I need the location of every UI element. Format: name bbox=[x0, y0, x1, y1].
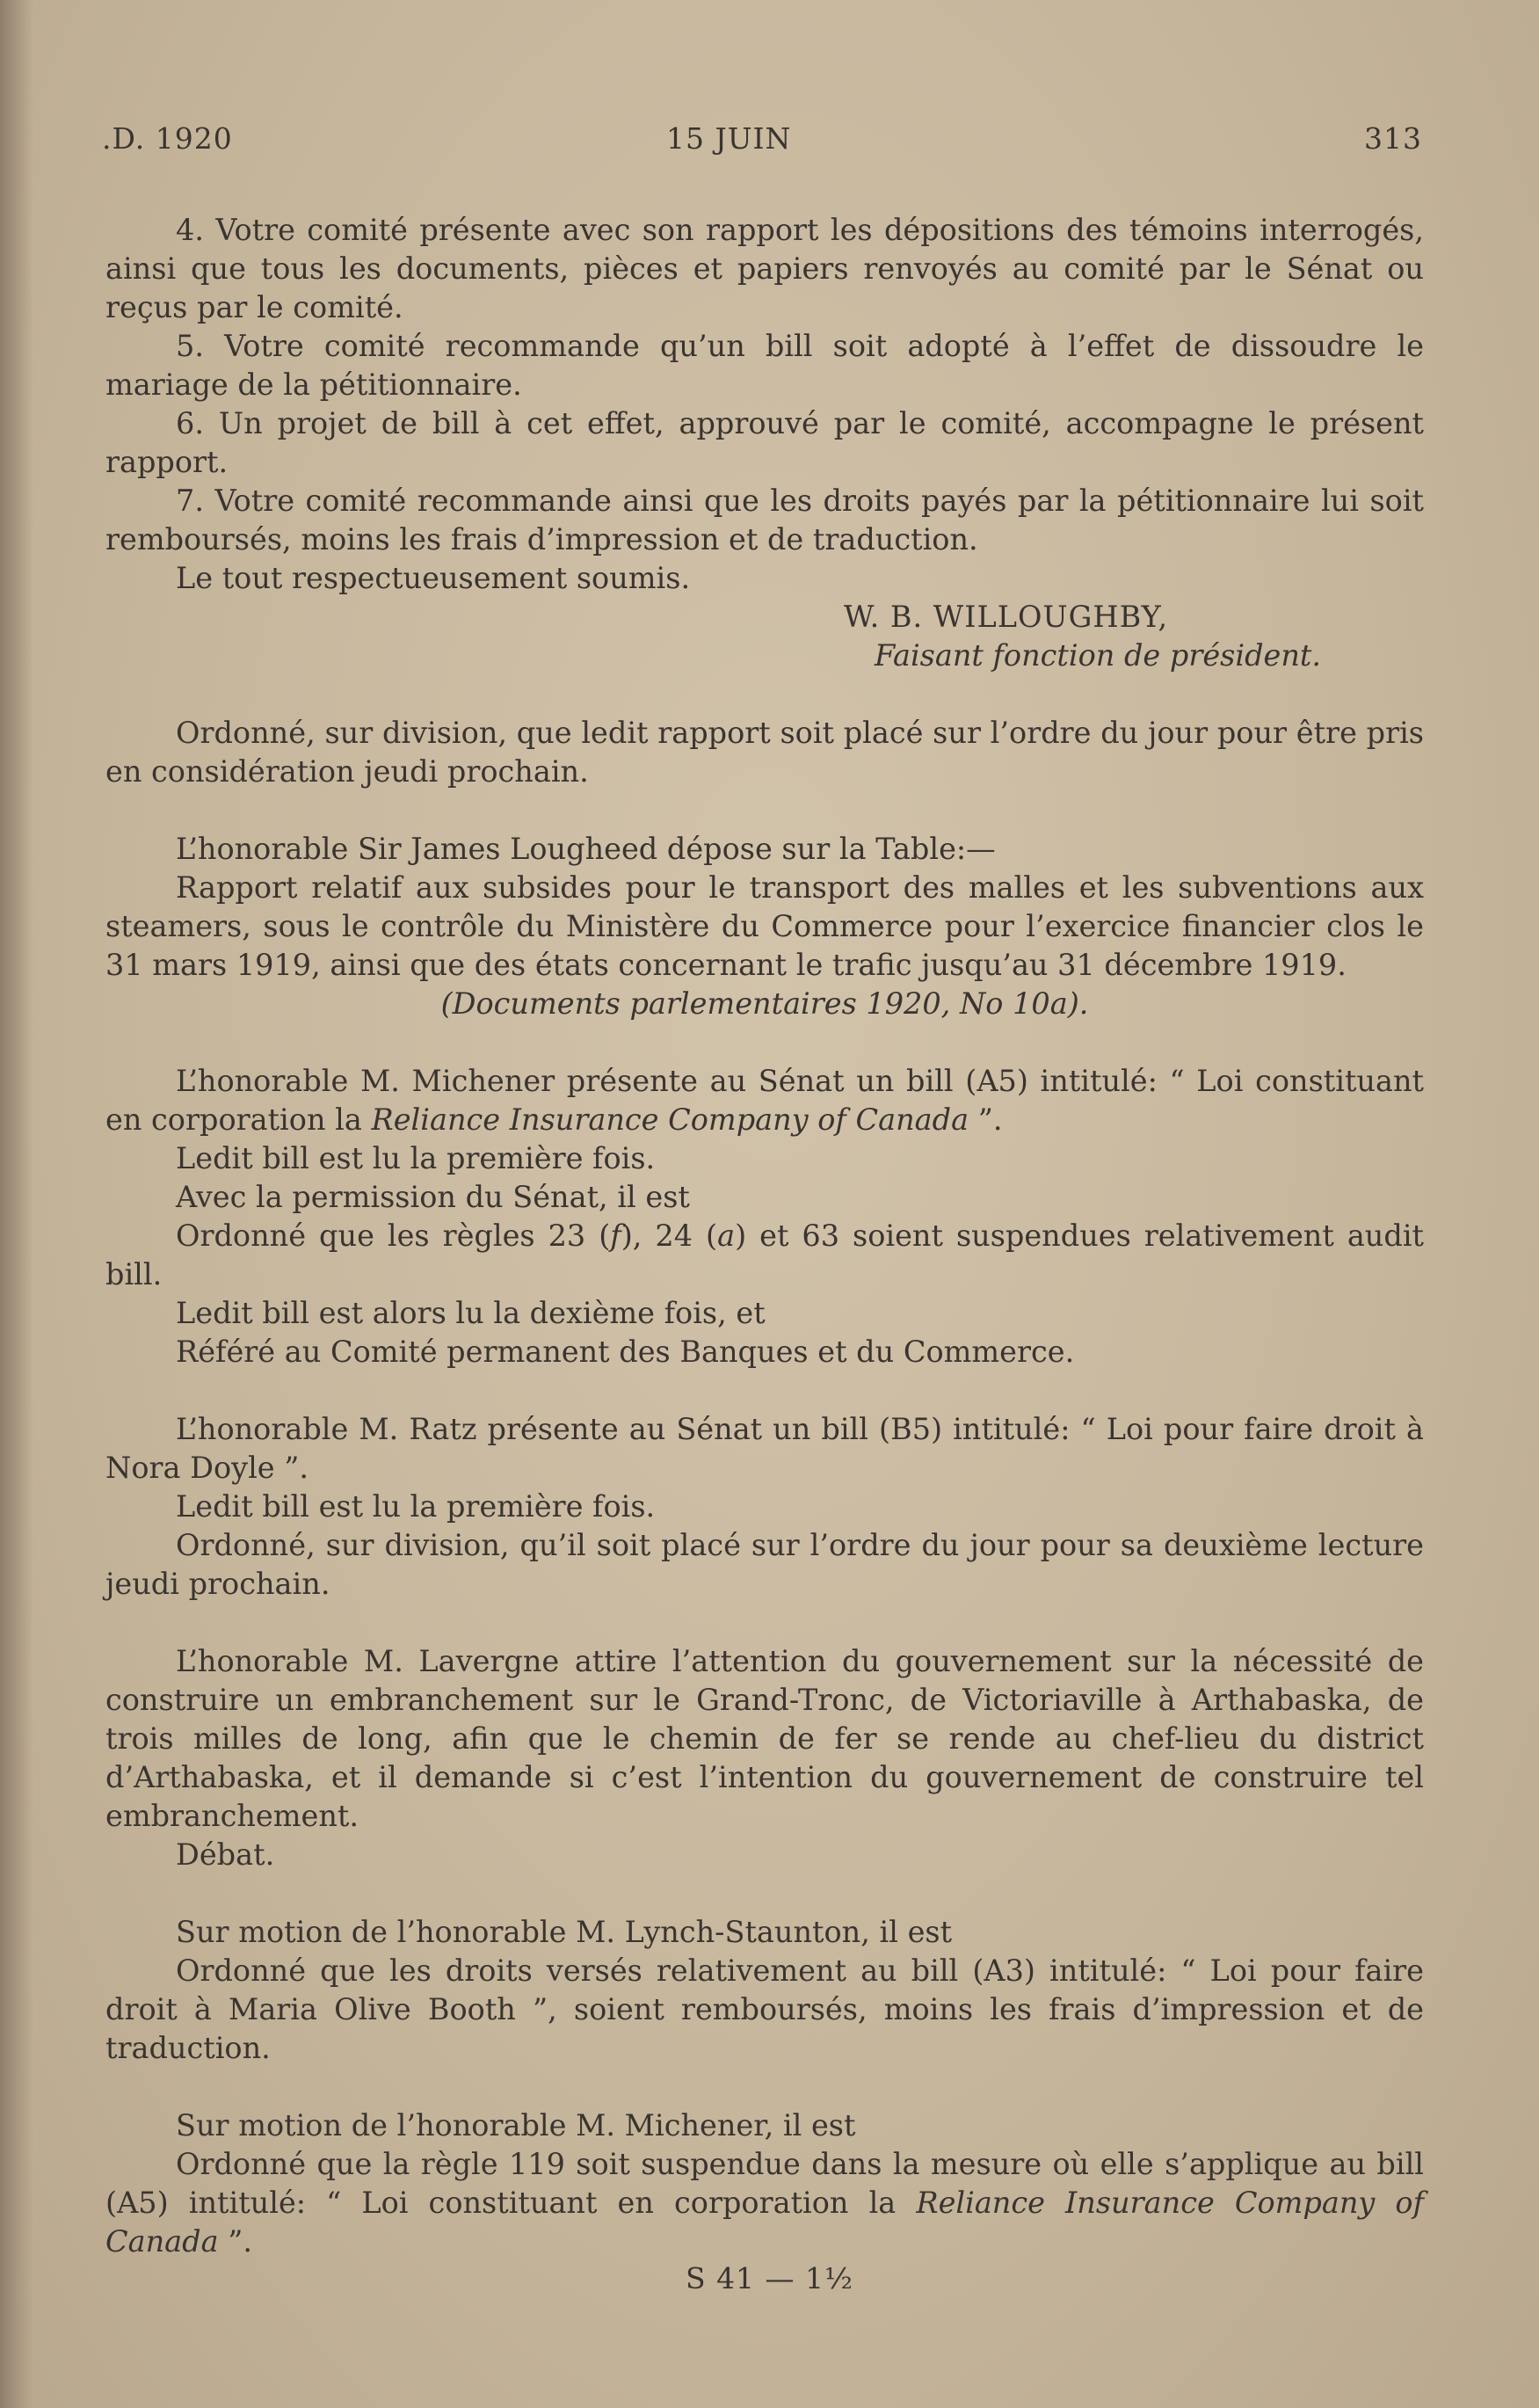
header-date: 15 JUIN bbox=[666, 121, 792, 156]
signature-mark: S 41 — 1½ bbox=[685, 2261, 854, 2295]
lavergne-inquiry: L’honorable M. Lavergne attire l’attention du gouvernement sur la nécessité de construire un embranchement sur le Grand-Tronc, de Victoriaville à Arthabaska, de trois milles de long, afin que le chemin de fer se rende au chef-lieu du district d’Arthabaska, et il demande si c’est l’intention du gouvernement de construire tel embranchement. bbox=[105, 1644, 1424, 1833]
signature-name: W. B. WILLOUGHBY, bbox=[844, 600, 1169, 634]
fees-refund: Ordonné que les droits versés relativement au bill (A3) intitulé: “ Loi pour faire droit à Maria Olive Booth ”, soient remboursés, moins les frais d’impression et de traduction. bbox=[105, 1953, 1424, 2065]
closing-line: Le tout respectueusement soumis. bbox=[176, 561, 691, 595]
signature-role: Faisant fonction de président. bbox=[875, 638, 1322, 673]
paragraph-7: 7. Votre comité recommande ainsi que les droits payés par la pétitionnaire lui soit remboursés, moins les frais d’impression et de traduction. bbox=[105, 484, 1424, 557]
order-report: Ordonné, sur division, que ledit rapport soit placé sur l’ordre du jour pour être pris en considération jeudi prochain. bbox=[105, 716, 1424, 789]
senate-permission: Avec la permission du Sénat, il est bbox=[176, 1180, 690, 1214]
rule-119-suspended: Ordonné que la règle 119 soit suspendue dans la mesure où elle s’applique au bill (A5) intitulé: “ Loi constituant en corporation la Reliance Insurance Company of Canada ”. bbox=[105, 2147, 1424, 2259]
order-second-reading: Ordonné, sur division, qu’il soit placé sur l’ordre du jour pour sa deuxième lecture jeudi prochain. bbox=[105, 1528, 1424, 1601]
paragraph-4: 4. Votre comité présente avec son rapport les dépositions des témoins interrogés, ainsi que tous les documents, pièces et papiers renvoyés au comité par le Sénat ou reçus par le comité. bbox=[105, 213, 1424, 324]
michener-bill-a5: L’honorable M. Michener présente au Sénat un bill (A5) intitulé: “ Loi constituant en corporation la Reliance Insurance Company of Canada ”. bbox=[105, 1064, 1424, 1137]
debate: Débat. bbox=[176, 1837, 275, 1872]
header-year: .D. 1920 bbox=[102, 121, 233, 156]
referred-committee: Référé au Comité permanent des Banques et du Commerce. bbox=[176, 1335, 1075, 1369]
lougheed-tabling: L’honorable Sir James Lougheed dépose sur la Table:— bbox=[176, 832, 996, 866]
michener-motion: Sur motion de l’honorable M. Michener, il est bbox=[176, 2108, 856, 2142]
documents-reference: (Documents parlementaires 1920, No 10a). bbox=[440, 986, 1089, 1021]
ratz-bill-b5: L’honorable M. Ratz présente au Sénat un bill (B5) intitulé: “ Loi pour faire droit à Nora Doyle ”. bbox=[105, 1412, 1424, 1485]
first-reading-b5: Ledit bill est lu la première fois. bbox=[176, 1489, 656, 1524]
page-number: 313 bbox=[1364, 121, 1422, 156]
first-reading-a5: Ledit bill est lu la première fois. bbox=[176, 1141, 656, 1175]
second-reading-a5: Ledit bill est alors lu la dexième fois, et bbox=[176, 1296, 766, 1330]
page-body bbox=[105, 211, 1424, 2261]
paragraph-5: 5. Votre comité recommande qu’un bill soit adopté à l’effet de dissoudre le mariage de la pétitionnaire. bbox=[105, 329, 1424, 402]
lynch-staunton-motion: Sur motion de l’honorable M. Lynch-Staunton, il est bbox=[176, 1915, 953, 1949]
report-description: Rapport relatif aux subsides pour le transport des malles et les subventions aux steamers, sous le contrôle du Ministère du Commerce pour l’exercice financier clos le 31 mars 1919, ainsi que des états concernant le trafic jusqu’au 31 décembre 1919. bbox=[105, 870, 1424, 982]
paragraph-6: 6. Un projet de bill à cet effet, approuvé par le comité, accompagne le présent rapport. bbox=[105, 406, 1424, 479]
rules-suspended: Ordonné que les règles 23 (f), 24 (a) et 63 soient suspendues relativement audit bill. bbox=[105, 1219, 1425, 1291]
